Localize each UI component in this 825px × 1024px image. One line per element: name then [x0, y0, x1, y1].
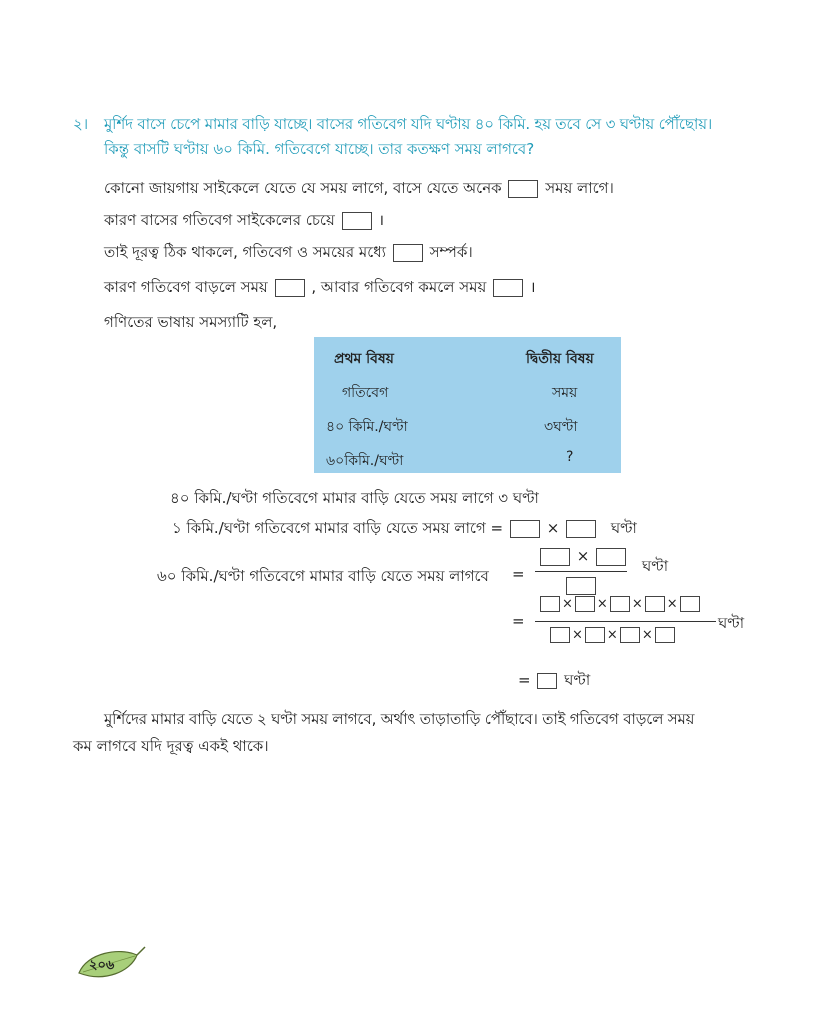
- fraction-1-bar: [535, 571, 627, 572]
- answer-blank[interactable]: [566, 577, 596, 595]
- step-2: [172, 517, 637, 542]
- reasoning-text: , আবার গতিবেগ কমলে সময়: [311, 278, 487, 296]
- answer-blank[interactable]: [655, 627, 675, 643]
- answer-blank[interactable]: [540, 596, 560, 612]
- step-1: ৪০ কিমি./ঘণ্টা গতিবেগে মামার বাড়ি যেতে সময় লাগে ৩ ঘণ্টা: [170, 489, 539, 507]
- times-sign: ×: [666, 596, 678, 612]
- times-sign: ×: [572, 627, 583, 643]
- question-line-1: মুর্শিদ বাসে চেপে মামার বাড়ি যাচ্ছে। বাসের গতিবেগ যদি ঘণ্টায় ৪০ কিমি. হয় তবে সে ৩ ঘণ্টায় পৌঁছোয়।: [104, 115, 712, 133]
- fraction-2-denominator: [548, 627, 677, 643]
- step-2-label: ১ কিমি./ঘণ্টা গতিবেগে মামার বাড়ি যেতে সময় লাগে =: [172, 519, 504, 537]
- answer-blank[interactable]: [575, 596, 595, 612]
- reasoning-text: সময় লাগে।: [545, 179, 614, 197]
- reasoning-line-5: গণিতের ভাষায় সমস্যাটি হল,: [104, 313, 278, 331]
- fraction-2-numerator: [538, 596, 702, 612]
- reasoning-line-2: [104, 209, 384, 234]
- answer-blank[interactable]: [645, 596, 665, 612]
- table-cell: গতিবেগ: [342, 385, 389, 401]
- equals-sign: =: [512, 612, 525, 630]
- table-header-second: দ্বিতীয় বিষয়: [526, 351, 594, 367]
- answer-blank[interactable]: [596, 548, 626, 566]
- conclusion-line-2: কম লাগবে যদি দূরত্ব একই থাকে।: [73, 737, 269, 755]
- reasoning-text: ।: [378, 211, 385, 229]
- step-3-label: ৬০ কিমি./ঘণ্টা গতিবেগে মামার বাড়ি যেতে সময় লাগবে: [157, 567, 489, 585]
- page-number: ২০৬: [89, 958, 115, 973]
- reasoning-line-4: [104, 276, 536, 301]
- reasoning-text: সম্পর্ক।: [429, 243, 473, 261]
- reasoning-text: ।: [529, 278, 536, 296]
- fraction-1-denominator: [564, 576, 598, 595]
- table-cell: ৪০ কিমি./ঘণ্টা: [326, 419, 408, 435]
- answer-blank[interactable]: [342, 212, 372, 230]
- times-sign: ×: [641, 627, 653, 643]
- answer-blank[interactable]: [508, 180, 538, 198]
- fraction-1-numerator: [538, 547, 628, 566]
- reasoning-text: তাই দূরত্ব ঠিক থাকলে, গতিবেগ ও সময়ের মধ্যে: [104, 243, 387, 261]
- hour-unit: ঘণ্টা: [718, 614, 745, 632]
- answer-blank[interactable]: [275, 279, 305, 297]
- reasoning-line-1: [104, 177, 614, 202]
- table-header-first: প্রথম বিষয়: [334, 351, 394, 367]
- table-cell: ৩ঘণ্টা: [544, 419, 578, 435]
- proportion-table: [314, 337, 621, 473]
- answer-blank[interactable]: [537, 673, 557, 689]
- answer-blank[interactable]: [493, 279, 523, 297]
- fraction-2-bar: [535, 621, 716, 622]
- equals-sign: =: [512, 565, 525, 583]
- times-sign: ×: [596, 596, 608, 612]
- times-sign: ×: [606, 627, 618, 643]
- times-sign: ×: [546, 519, 560, 537]
- reasoning-text: কারণ গতিবেগ বাড়লে সময়: [104, 278, 268, 296]
- conclusion-line-1: মুর্শিদের মামার বাড়ি যেতে ২ ঘণ্টা সময় লাগবে, অর্থাৎ তাড়াতাড়ি পৌঁছাবে। তাই গতিবেগ বাড়লে সময়: [104, 710, 695, 728]
- answer-blank[interactable]: [680, 596, 700, 612]
- times-sign: ×: [562, 596, 573, 612]
- final-answer: [518, 669, 590, 694]
- table-cell: ?: [566, 449, 574, 465]
- answer-blank[interactable]: [620, 627, 640, 643]
- reasoning-text: কারণ বাসের গতিবেগ সাইকেলের চেয়ে: [104, 211, 335, 229]
- page-number-leaf: [75, 945, 147, 989]
- hour-unit: ঘণ্টা: [564, 671, 591, 689]
- table-cell: ৬০কিমি./ঘণ্টা: [326, 453, 404, 469]
- reasoning-line-3: [104, 241, 473, 266]
- answer-blank[interactable]: [566, 520, 596, 538]
- question-line-2: কিন্তু বাসটি ঘণ্টায় ৬০ কিমি. গতিবেগে যাচ্ছে। তার কতক্ষণ সময় লাগবে?: [104, 140, 535, 158]
- answer-blank[interactable]: [550, 627, 570, 643]
- times-sign: ×: [631, 596, 643, 612]
- answer-blank[interactable]: [393, 244, 423, 262]
- question-number: ২।: [73, 115, 89, 133]
- answer-blank[interactable]: [610, 596, 630, 612]
- answer-blank[interactable]: [540, 548, 570, 566]
- answer-blank[interactable]: [585, 627, 605, 643]
- hour-unit: ঘণ্টা: [610, 519, 637, 537]
- answer-blank[interactable]: [510, 520, 540, 538]
- times-sign: ×: [576, 547, 590, 565]
- table-cell: সময়: [552, 385, 578, 401]
- equals-sign: =: [518, 671, 531, 689]
- reasoning-text: কোনো জায়গায় সাইকেলে যেতে যে সময় লাগে, বাসে যেতে অনেক: [104, 179, 502, 197]
- hour-unit: ঘণ্টা: [642, 557, 669, 575]
